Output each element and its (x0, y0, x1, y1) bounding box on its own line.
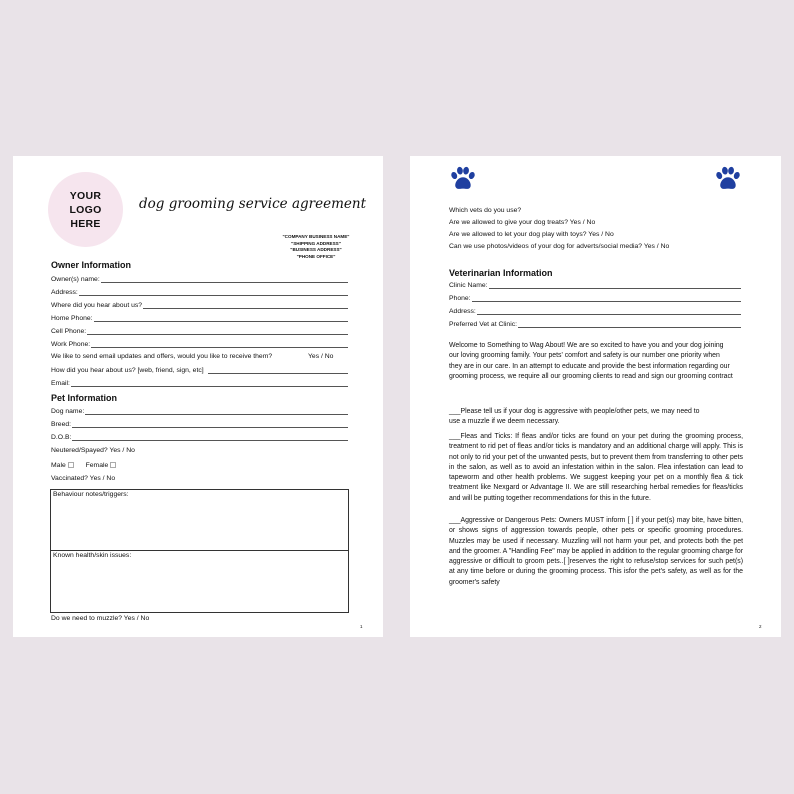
welcome-paragraph: Welcome to Something to Wag About! We are so excited to have you and your dog joining our loving grooming family. Your pets' comfort and safety is our number one priority when they are in our care. In an attempt to educate and provide the best information regarding our grooming process, we require all our grooming clients to read and sign our grooming contract (449, 342, 733, 380)
company-name: "COMPANY BUSINESS NAME" (282, 234, 350, 239)
owner-address-field[interactable]: Address: (51, 288, 348, 296)
female-label: Female (85, 462, 109, 469)
male-checkbox[interactable] (68, 462, 74, 468)
health-issues-area[interactable] (51, 551, 348, 612)
email-updates-answer[interactable]: Yes / No (308, 353, 334, 360)
aggressive-pets-paragraph: ___Aggressive or Dangerous Pets: Owners MUST inform [ ] if your pet(s) may bite, have bitten, or shows signs of aggression towards people, other pets or specific grooming procedures. Muzzles may be used if necessary. Muzzling will not harm your pet, and protects both the pet and the groomer. A "Handling Fee" may be applied in addition to the regular grooming charge for aggressive or difficult to groom pets..[ ]reserves the right to refuse/stop services for such pet(s) at any time before or during the grooming process. This isfor the pet's safety, as well as for the groomer's safety (449, 517, 743, 586)
owner-heading: Owner Information (51, 260, 132, 270)
dob-field[interactable]: D.O.B: (51, 433, 348, 441)
shipping-address: "SHIPPING ADDRESS" (291, 240, 341, 246)
pet-heading: Pet Information (51, 393, 118, 403)
muzzle-question[interactable]: Do we need to muzzle? Yes / No (51, 615, 150, 622)
question-vets: Which vets do you use? (449, 207, 522, 214)
neutered-question[interactable]: Neutered/Spayed? Yes / No (51, 447, 135, 454)
question-photos[interactable]: Can we use photos/videos of your dog for adverts/social media? Yes / No (449, 243, 670, 250)
behaviour-label: Behaviour notes/triggers: (53, 491, 129, 498)
business-address: "BUSINESS ADDRESS" (290, 247, 342, 253)
paw-print-icon (449, 165, 477, 193)
clinic-phone-field[interactable]: Phone: (449, 294, 741, 302)
page-2 (410, 156, 781, 637)
logo-line: LOGO (69, 203, 102, 216)
aggressive-notice: ___Please tell us if your dog is aggressive with people/other pets, we may need to use a muzzle if we deem necessary. (449, 408, 700, 426)
sex-options (51, 462, 116, 469)
heard-about-field[interactable]: Where did you hear about us? (51, 301, 348, 309)
cell-phone-field[interactable]: Cell Phone: (51, 327, 348, 335)
paw-print-icon (714, 165, 742, 193)
clinic-name-field[interactable]: Clinic Name: (449, 281, 741, 289)
fleas-ticks-paragraph: ___Fleas and Ticks: If fleas and/or ticks are found on your pet during the grooming process, treatment to rid pet of fleas and/or ticks is mandatory and an additional charge will apply. This is not only to rid your pet of the unwanted pests, but to prevent them from transferring to other pets in the salon, as well as to avoid an infestation within in the salon. Flea infestation can lead to tapeworm and other health problems. We suggest keeping your pet on a monthly flea & tick treatment like Nexgard or Advantage II. We are still researching herbal remedies for fleas/ticks and will be putting together recommendations for this in the future. (449, 433, 743, 502)
page-number: 1 (360, 624, 363, 629)
home-phone-field[interactable]: Home Phone: (51, 314, 348, 322)
logo-placeholder (48, 172, 123, 247)
phone-office: "PHONE OFFICE" (296, 253, 336, 259)
vaccinated-question[interactable]: Vaccinated? Yes / No (51, 475, 116, 482)
how-heard-field[interactable]: How did you hear about us? [web, friend, sign, etc] (51, 366, 348, 374)
notes-box (50, 489, 349, 613)
email-field[interactable]: Email: (51, 379, 348, 387)
page-1 (13, 156, 383, 637)
male-label: Male (51, 462, 66, 469)
behaviour-notes-area[interactable] (51, 490, 348, 551)
logo-line: HERE (70, 217, 101, 230)
logo-line: YOUR (69, 189, 102, 202)
owner-name-field[interactable]: Owner(s) name: (51, 275, 348, 283)
breed-field[interactable]: Breed: (51, 420, 348, 428)
health-label: Known health/skin issues: (53, 552, 132, 559)
email-updates-question: We like to send email updates and offers, would you like to receive them? (51, 353, 273, 360)
document-title: dog grooming service agreement (139, 196, 366, 212)
company-info (261, 234, 371, 260)
work-phone-field[interactable]: Work Phone: (51, 340, 348, 348)
dog-name-field[interactable]: Dog name: (51, 407, 348, 415)
question-toys[interactable]: Are we allowed to let your dog play with toys? Yes / No (449, 231, 614, 238)
clinic-address-field[interactable]: Address: (449, 307, 741, 315)
preferred-vet-field[interactable]: Preferred Vet at Clinic: (449, 320, 741, 328)
page-number: 2 (759, 624, 762, 629)
question-treats[interactable]: Are we allowed to give your dog treats? Yes / No (449, 219, 596, 226)
vet-heading: Veterinarian Information (449, 268, 553, 278)
female-checkbox[interactable] (110, 462, 116, 468)
